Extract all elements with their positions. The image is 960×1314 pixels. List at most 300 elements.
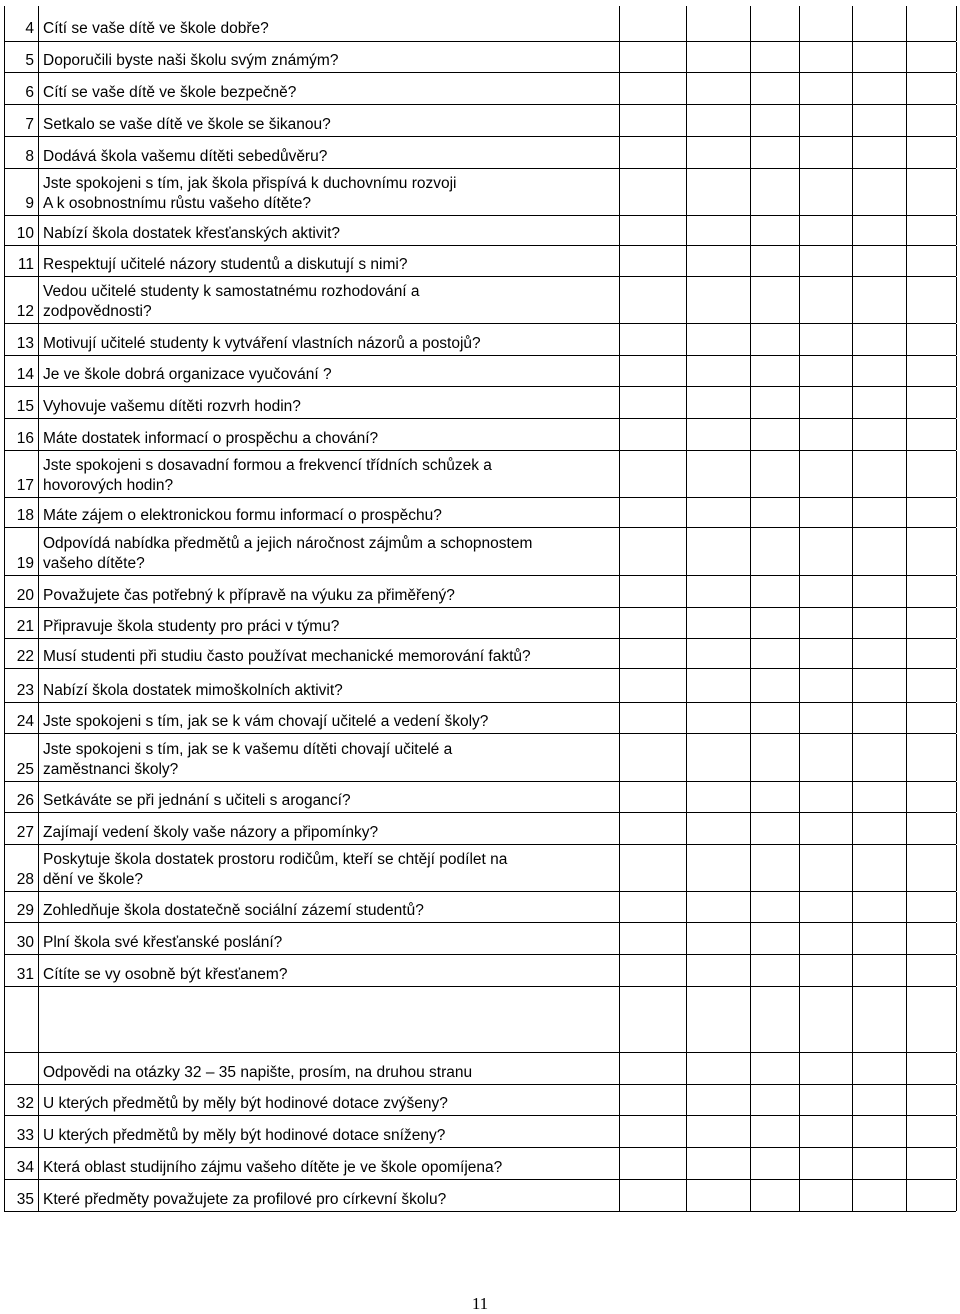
cell-divider [619,419,620,450]
cell-divider [956,639,957,668]
cell-divider [799,246,800,276]
cell-divider [38,987,39,1052]
cell-divider [750,324,751,355]
question-text-line: A k osobnostnímu růstu vašeho dítěte? [43,195,311,212]
cell-divider [686,42,687,72]
cell-divider [38,169,39,215]
cell-divider [852,169,853,215]
question-text-line: Máte zájem o elektronickou formu informací o prospěchu? [43,507,442,524]
cell-divider [906,1180,907,1211]
question-text-line: Zajímají vedení školy vaše názory a připomínky? [43,824,379,841]
cell-divider [619,387,620,418]
cell-divider [619,845,620,891]
cell-divider [956,498,957,527]
table-row [4,781,956,812]
cell-divider [906,246,907,276]
cell-divider [906,73,907,104]
cell-divider [38,669,39,702]
question-number: 29 [16,902,34,919]
table-row [4,575,956,607]
cell-divider [619,892,620,922]
cell-divider [38,923,39,954]
cell-divider [750,782,751,812]
question-number: 32 [16,1095,34,1112]
cell-divider [686,1148,687,1179]
cell-divider [750,356,751,386]
cell-divider [686,639,687,668]
cell-divider [686,1180,687,1211]
cell-divider [750,1180,751,1211]
question-text-line: Která oblast studijního zájmu vašeho dítěte je ve škole opomíjena? [43,1159,503,1176]
cell-divider [686,277,687,323]
cell-divider [686,1116,687,1147]
table-row [4,72,956,104]
cell-divider [799,923,800,954]
cell-divider [38,576,39,607]
cell-divider [906,324,907,355]
cell-divider [38,277,39,323]
question-number: 20 [16,587,34,604]
cell-divider [956,782,957,812]
cell-divider [852,892,853,922]
cell-divider [906,1116,907,1147]
cell-divider [799,277,800,323]
cell-divider [686,451,687,497]
table-row [4,386,956,418]
question-text [43,51,615,71]
cell-divider [686,987,687,1052]
question-number: 25 [16,761,34,778]
cell-divider [38,1148,39,1179]
cell-divider [686,955,687,986]
cell-divider [750,955,751,986]
cell-divider [799,356,800,386]
cell-divider [906,528,907,575]
cell-divider [750,845,751,891]
cell-divider [799,498,800,527]
cell-divider [799,73,800,104]
cell-divider [852,498,853,527]
cell-divider [956,987,957,1052]
cell-divider [906,669,907,702]
cell-divider [619,987,620,1052]
cell-divider [799,987,800,1052]
cell-divider [906,955,907,986]
table-row [4,450,956,497]
cell-divider [686,73,687,104]
cell-divider [799,955,800,986]
question-text-line: Nabízí škola dostatek mimoškolních aktivit? [43,682,343,699]
question-text-line: Připravuje škola studenty pro práci v týmu? [43,618,340,635]
cell-divider [686,356,687,386]
cell-divider [619,528,620,575]
cell-divider [906,42,907,72]
cell-divider [906,216,907,245]
table-bottom-border [4,1211,956,1212]
question-text-line: U kterých předmětů by měly být hodinové dotace zvýšeny? [43,1095,448,1112]
cell-divider [686,137,687,168]
cell-divider [750,528,751,575]
cell-divider [686,387,687,418]
question-number: 10 [16,225,34,242]
question-text-line: Setkalo se vaše dítě ve škole se šikanou? [43,116,331,133]
cell-divider [956,324,957,355]
cell-divider [619,1148,620,1179]
cell-divider [686,1053,687,1084]
question-text-line: Motivují učitelé studenty k vytváření vlastních názorů a postojů? [43,335,481,352]
question-number: 31 [16,966,34,983]
question-text [43,456,615,496]
cell-divider [619,734,620,781]
question-text-line: Vedou učitelé studenty k samostatnému rozhodování a [43,283,420,300]
cell-divider [956,246,957,276]
cell-divider [619,782,620,812]
cell-divider [799,669,800,702]
question-text [43,1158,615,1178]
cell-divider [686,169,687,215]
question-number: 11 [17,256,34,273]
question-text [43,586,615,606]
question-text-line: Cítí se vaše dítě ve škole bezpečně? [43,84,297,101]
cell-divider [38,451,39,497]
table-row [4,954,956,986]
cell-divider [956,137,957,168]
cell-divider [906,892,907,922]
question-number: 4 [25,20,34,37]
question-text [43,1063,615,1083]
question-number: 24 [16,713,34,730]
cell-divider [852,42,853,72]
table-row [4,668,956,702]
cell-divider [956,42,957,72]
cell-divider [956,892,957,922]
cell-divider [906,356,907,386]
cell-divider [852,639,853,668]
cell-divider [799,528,800,575]
cell-divider [799,1116,800,1147]
cell-divider [619,6,620,41]
cell-divider [956,216,957,245]
cell-divider [750,498,751,527]
question-text [43,534,615,574]
question-number: 5 [25,52,34,69]
cell-divider [956,451,957,497]
cell-divider [852,387,853,418]
cell-divider [852,419,853,450]
cell-divider [799,137,800,168]
table-row [4,1115,956,1147]
cell-divider [38,703,39,733]
cell-divider [38,734,39,781]
cell-divider [906,734,907,781]
question-text-line: Které předměty považujete za profilové pro církevní školu? [43,1191,447,1208]
cell-divider [38,1116,39,1147]
cell-divider [906,1053,907,1084]
cell-divider [799,608,800,638]
cell-divider [906,387,907,418]
cell-divider [619,923,620,954]
question-text-line: zaměstnanci školy? [43,761,179,778]
cell-divider [38,813,39,844]
cell-divider [619,498,620,527]
question-number: 18 [16,507,34,524]
question-number: 6 [25,84,34,101]
cell-divider [852,608,853,638]
cell-divider [906,169,907,215]
question-number: 16 [16,430,34,447]
cell-divider [852,782,853,812]
cell-divider [799,703,800,733]
cell-divider [750,703,751,733]
cell-divider [956,845,957,891]
table-row [4,702,956,733]
cell-divider [956,955,957,986]
cell-divider [956,1116,957,1147]
cell-divider [956,6,957,41]
cell-divider [956,608,957,638]
question-number: 30 [16,934,34,951]
question-text [43,224,615,244]
cell-divider [750,892,751,922]
table-row [4,323,956,355]
cell-divider [686,608,687,638]
cell-divider [852,669,853,702]
cell-divider [38,105,39,136]
cell-divider [852,451,853,497]
table-row [4,891,956,922]
cell-divider [799,1053,800,1084]
question-text [43,823,615,843]
cell-divider [619,703,620,733]
cell-divider [750,246,751,276]
question-text-line: Setkáváte se při jednání s učiteli s arogancí? [43,792,351,809]
cell-divider [619,137,620,168]
cell-divider [619,105,620,136]
cell-divider [956,703,957,733]
question-text [43,965,615,985]
cell-divider [38,419,39,450]
cell-divider [38,892,39,922]
question-text [43,901,615,921]
cell-divider [750,42,751,72]
cell-divider [686,703,687,733]
cell-divider [799,782,800,812]
cell-divider [38,324,39,355]
cell-divider [906,105,907,136]
cell-divider [686,892,687,922]
cell-divider [956,528,957,575]
cell-divider [686,923,687,954]
cell-divider [799,216,800,245]
question-text [43,147,615,167]
cell-divider [750,639,751,668]
cell-divider [906,137,907,168]
cell-divider [852,73,853,104]
question-text-line: Nabízí škola dostatek křesťanských aktivit? [43,225,340,242]
cell-divider [619,356,620,386]
cell-divider [750,734,751,781]
cell-divider [686,419,687,450]
cell-divider [852,734,853,781]
table-row [4,1147,956,1179]
cell-divider [799,6,800,41]
cell-divider [686,845,687,891]
question-text-line: Máte dostatek informací o prospěchu a chování? [43,430,379,447]
table-row [4,6,956,41]
question-text [43,933,615,953]
question-text [43,850,615,890]
cell-divider [619,813,620,844]
cell-divider [852,105,853,136]
question-number: 22 [16,648,34,665]
cell-divider [852,1053,853,1084]
cell-divider [619,608,620,638]
question-text [43,647,615,667]
cell-divider [38,782,39,812]
table-row [4,168,956,215]
cell-divider [906,6,907,41]
cell-divider [852,1116,853,1147]
question-text-line: Je ve škole dobrá organizace vyučování ? [43,366,332,383]
table-row [4,733,956,781]
question-number: 9 [25,195,34,212]
cell-divider [956,734,957,781]
cell-divider [750,6,751,41]
question-text-line: Dodává škola vašemu dítěti sebedůvěru? [43,148,328,165]
cell-divider [906,1085,907,1115]
table-row [4,986,956,1052]
question-text-line: Musí studenti při studiu často používat mechanické memorování faktů? [43,648,531,665]
table-row [4,1052,956,1084]
cell-divider [750,1085,751,1115]
cell-divider [38,356,39,386]
cell-divider [750,987,751,1052]
page-number: 11 [471,1294,489,1313]
question-text-line: Cítíte se vy osobně být křesťanem? [43,966,288,983]
cell-divider [686,246,687,276]
cell-divider [906,419,907,450]
cell-divider [906,703,907,733]
cell-divider [38,387,39,418]
cell-divider [619,669,620,702]
cell-divider [799,105,800,136]
cell-divider [956,1053,957,1084]
question-number: 14 [16,366,34,383]
cell-divider [852,1180,853,1211]
cell-divider [852,576,853,607]
cell-divider [38,845,39,891]
question-text [43,791,615,811]
question-text-line: zodpovědnosti? [43,303,152,320]
cell-divider [619,324,620,355]
table-row [4,812,956,844]
cell-divider [38,137,39,168]
cell-divider [956,73,957,104]
question-text-line: Plní škola své křesťanské poslání? [43,934,283,951]
question-text [43,83,615,103]
cell-divider [38,528,39,575]
cell-divider [38,216,39,245]
cell-divider [956,1180,957,1211]
cell-divider [38,639,39,668]
cell-divider [906,1148,907,1179]
cell-divider [906,498,907,527]
cell-divider [619,1180,620,1211]
cell-divider [906,782,907,812]
question-text-line: U kterých předmětů by měly být hodinové dotace sníženy? [43,1127,446,1144]
cell-divider [852,6,853,41]
cell-divider [38,1085,39,1115]
table-row [4,527,956,575]
cell-divider [686,1085,687,1115]
cell-divider [852,923,853,954]
cell-divider [799,387,800,418]
cell-divider [38,498,39,527]
question-text-line: Považujete čas potřebný k přípravě na výuku za přiměřený? [43,587,455,604]
cell-divider [750,1148,751,1179]
cell-divider [750,1116,751,1147]
cell-divider [799,639,800,668]
question-number: 8 [25,148,34,165]
cell-divider [619,1085,620,1115]
cell-divider [38,608,39,638]
question-text-line: Cítí se vaše dítě ve škole dobře? [43,20,269,37]
cell-divider [686,498,687,527]
cell-divider [686,6,687,41]
cell-divider [686,324,687,355]
question-text-line: dění ve škole? [43,871,143,888]
cell-divider [956,923,957,954]
cell-divider [906,451,907,497]
question-text [43,617,615,637]
question-text-line: Zohledňuje škola dostatečně sociální zázemí studentů? [43,902,424,919]
cell-divider [750,669,751,702]
question-number: 23 [16,682,34,699]
question-text-line: Odpovědi na otázky 32 – 35 napište, prosím, na druhou stranu [43,1064,473,1081]
cell-divider [852,703,853,733]
cell-divider [956,1085,957,1115]
cell-divider [799,1085,800,1115]
question-number: 28 [16,871,34,888]
cell-divider [750,608,751,638]
cell-divider [906,813,907,844]
cell-divider [799,734,800,781]
cell-divider [799,813,800,844]
cell-divider [619,451,620,497]
cell-divider [686,813,687,844]
table-row [4,41,956,72]
cell-divider [906,845,907,891]
table-row [4,276,956,323]
cell-divider [750,73,751,104]
question-text-line: Jste spokojeni s tím, jak se k vašemu dítěti chovají učitelé a [43,741,453,758]
question-text [43,1094,615,1114]
question-text [43,712,615,732]
cell-divider [750,387,751,418]
question-number: 13 [16,335,34,352]
cell-divider [852,246,853,276]
cell-divider [686,734,687,781]
cell-divider [619,277,620,323]
table-row [4,136,956,168]
cell-divider [750,419,751,450]
cell-divider [852,356,853,386]
question-text-line: Jste spokojeni s dosavadní formou a frekvencí třídních schůzek a [43,457,492,474]
cell-divider [750,576,751,607]
cell-divider [906,277,907,323]
cell-divider [852,813,853,844]
cell-divider [619,73,620,104]
